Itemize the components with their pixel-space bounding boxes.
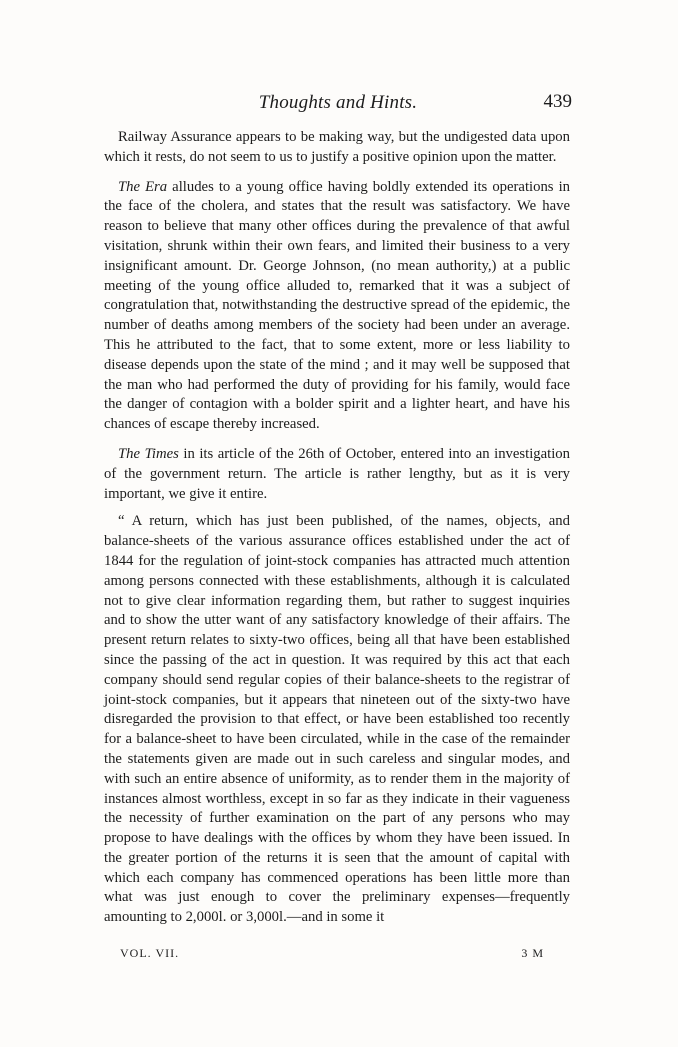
paragraph-era xyxy=(104,178,570,435)
paragraph-quoted-return xyxy=(104,512,570,928)
paragraph-text: “ A return, which has just been published, of the names, objects, and balance-sheets of the various assurance offices established under the act of 1844 for the regulation of joint-stock companies has attracted much attention among persons connected with these establishments, although it is calculated not to give clear information regarding them, but rather to suggest inquiries and to show the utter want of any satisfactory knowledge of their affairs. The present return relates to sixty-two offices, being all that have been established since the passing of the act in question. It was required by this act that each company should send regular copies of their balance-sheets to the registrar of joint-stock companies, but it appears that nineteen out of the sixty-two have disregarded the provision to that effect, or have been established too recently for a balance-sheet to have been circulated, while in the case of the remainder the statements given are made out in such careless and singular modes, and with such an entire absence of uniformity, as to render them in the majority of instances almost worthless, except in so far as they indicate in their vagueness the necessity of further examination on the part of any persons who may propose to have dealings with the offices by whom they have been issued. In the greater portion of the returns it is seen that the amount of capital with which each company has commenced operations has been little more than what was just enough to cover the preliminary expenses—frequently amounting to 2,000l. or 3,000l.—and in some it xyxy=(104,513,570,926)
text-body xyxy=(104,128,570,928)
paragraph-text: Railway Assurance appears to be making way, but the undigested data upon which it rests, do not seem to us to justify a positive opinion upon the matter. xyxy=(104,129,570,165)
paragraph-times xyxy=(104,445,570,504)
volume-label: VOL. VII. xyxy=(120,946,180,960)
paragraph-text: alludes to a young office having boldly extended its operations in the face of the cholera, and states that the result was satisfactory. We have reason to believe that many other offices during the prevalence of that awful visitation, shrunk within their own fears, and limited their business to a very insignificant amount. Dr. George Johnson, (no mean authority,) at a public meeting of the young office alluded to, remarked that it was a subject of congratulation that, notwithstanding the destructive spread of the epidemic, the number of deaths among members of the society had been under an average. This he attributed to the fact, that to some extent, more or less liability to disease depends upon the state of the mind ; and it may well be supposed that the man who had performed the duty of providing for his family, would face the danger of contagion with a bolder spirit and a lighter heart, and have his chances of escape thereby increased. xyxy=(104,178,570,433)
paragraph-lead-italic: The Times xyxy=(118,445,179,462)
signature-mark: 3 M xyxy=(521,946,544,960)
paragraph-lead-italic: The Era xyxy=(118,178,168,195)
page-footer xyxy=(120,946,544,964)
page-number: 439 xyxy=(543,91,572,112)
running-head xyxy=(104,92,572,118)
paragraph-text: in its article of the 26th of October, entered into an investigation of the government return. The article is rather lengthy, but as it is very important, we give it entire. xyxy=(104,445,570,502)
running-title: Thoughts and Hints. xyxy=(258,92,418,113)
paragraph-railway-assurance xyxy=(104,128,570,168)
